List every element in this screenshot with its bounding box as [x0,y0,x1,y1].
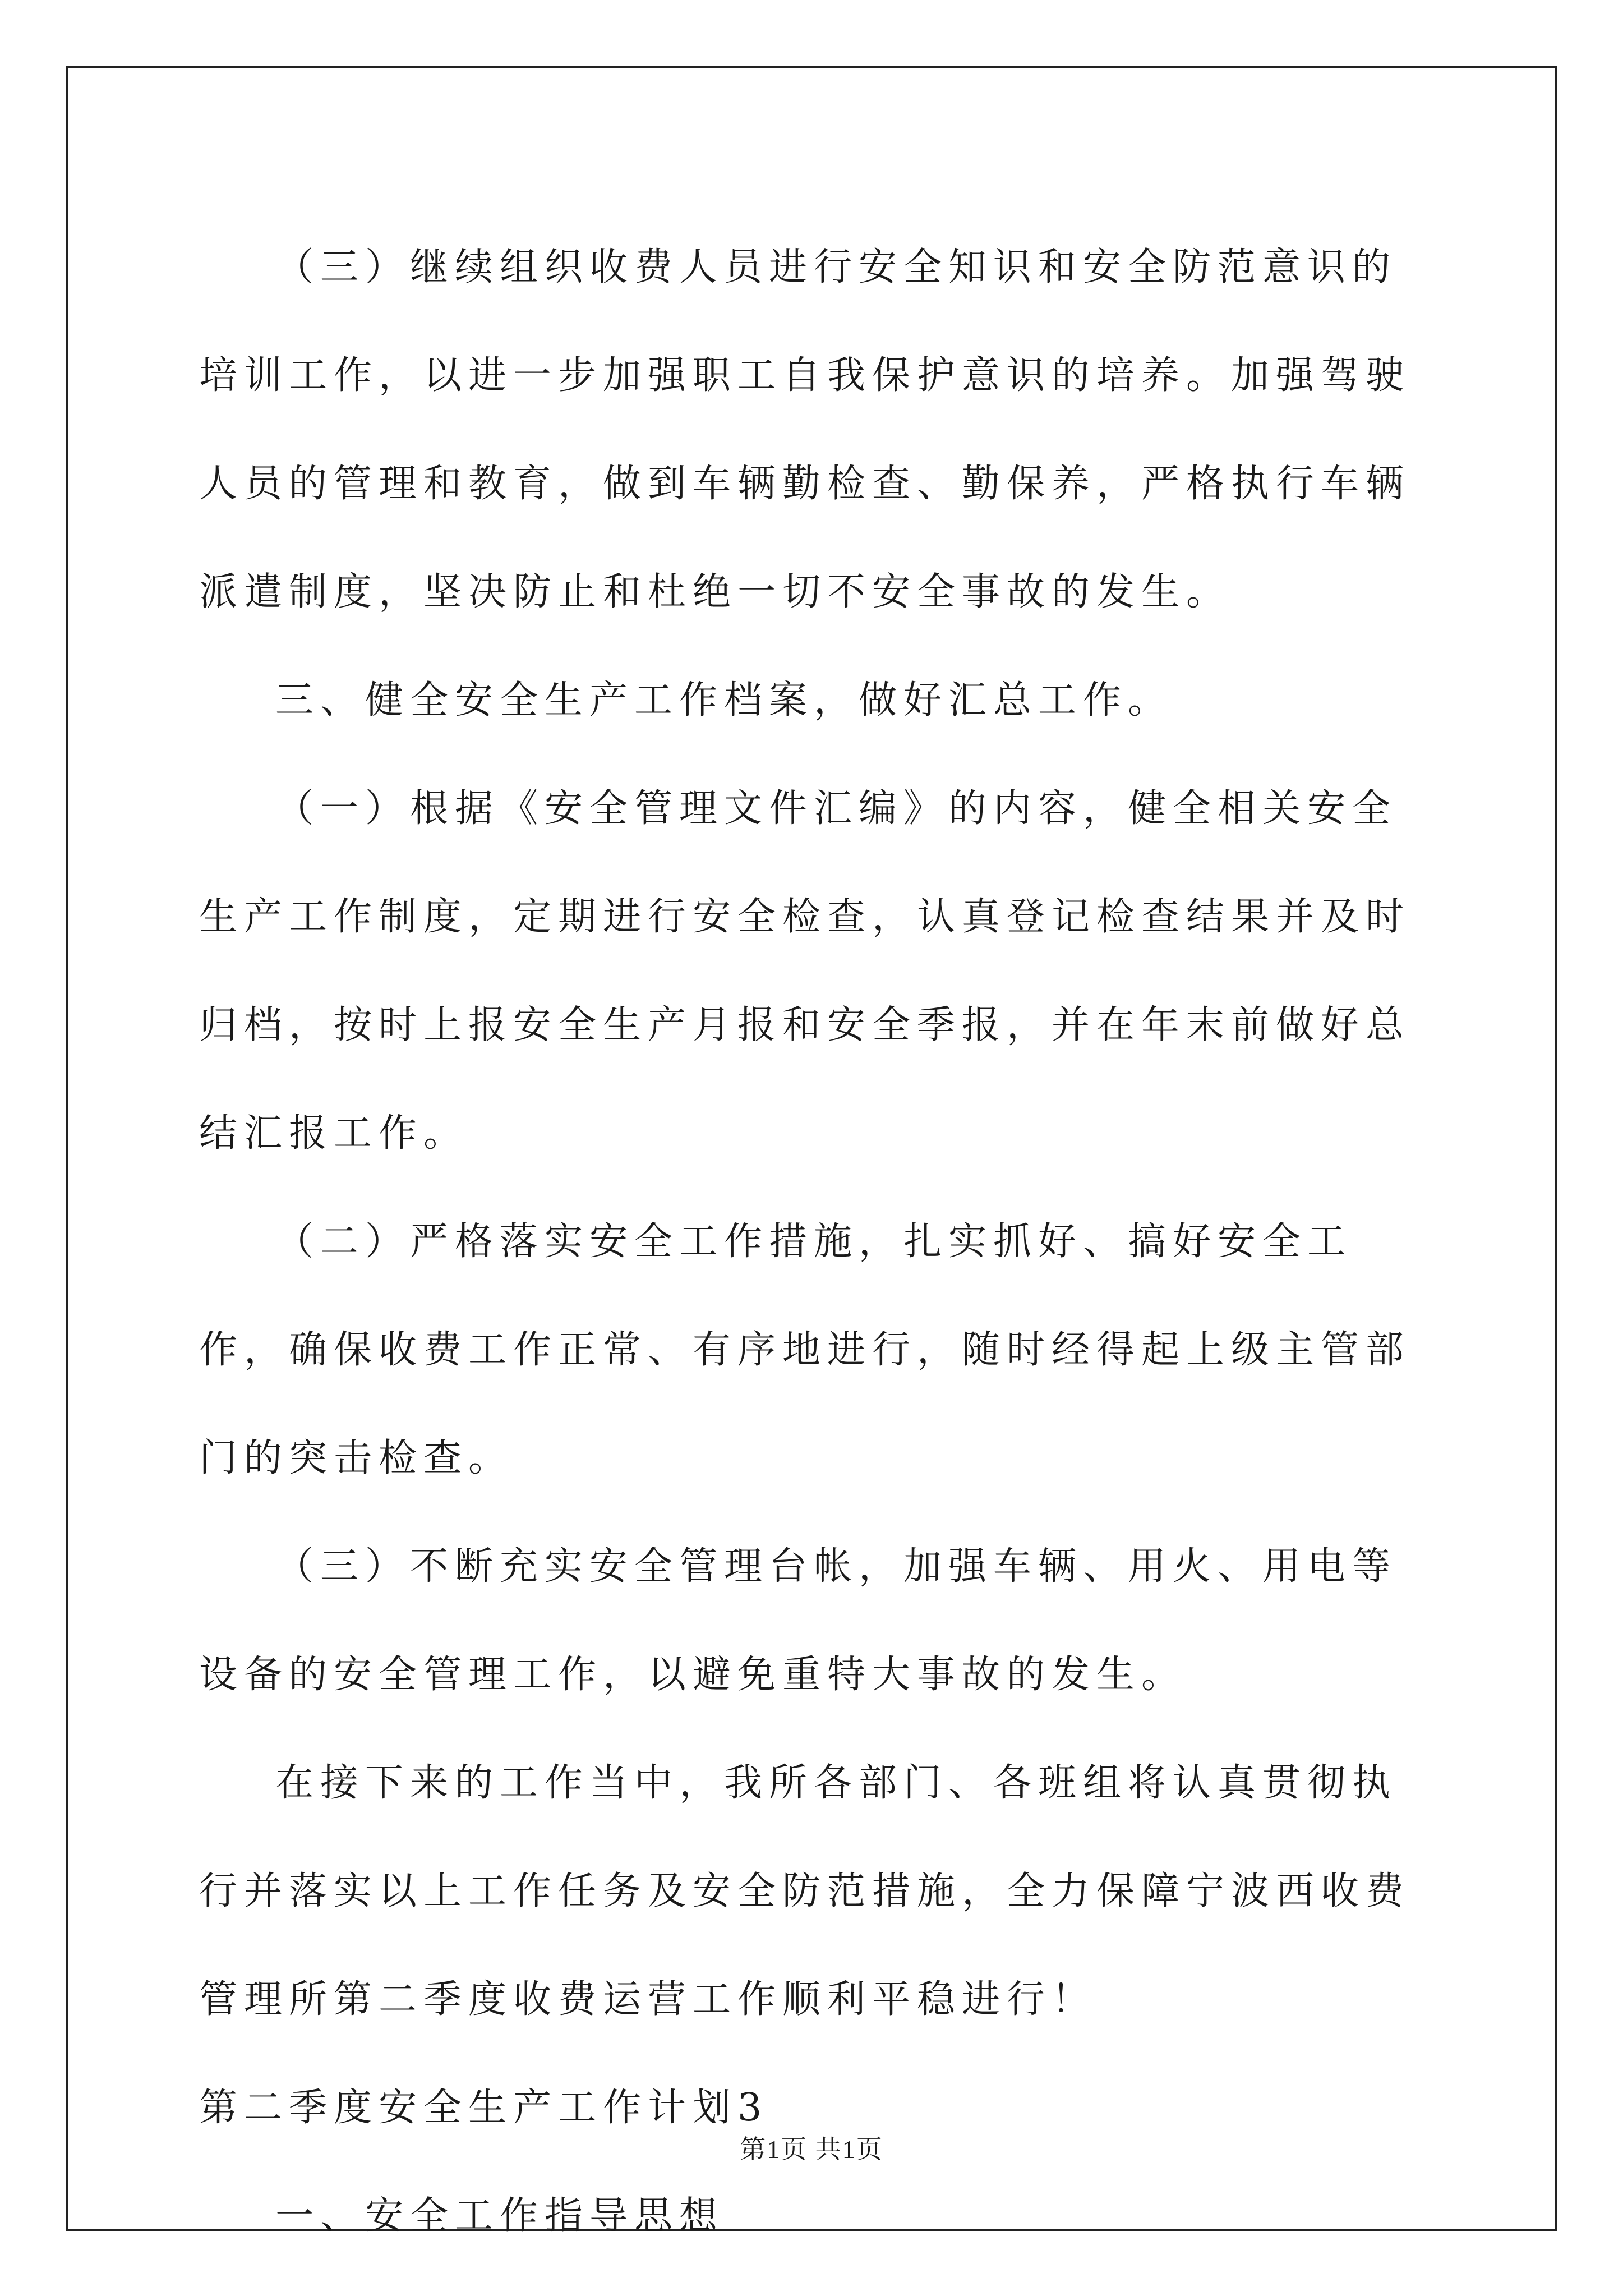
paragraph-4: （二）严格落实安全工作措施，扎实抓好、搞好安全工作，确保收费工作正常、有序地进行，随时经得起上级主管部门的突击检查。 [199,1220,1411,1480]
page-footer: 第1页 共1页 [740,2135,883,2164]
section-heading: 第二季度安全生产工作计划3 [199,2086,769,2130]
paragraph-2: 三、健全安全生产工作档案，做好汇总工作。 [275,678,1173,723]
paragraph-5: （三）不断充实安全管理台帐，加强车辆、用火、用电等设备的安全管理工作，以避免重特大事故的发生。 [199,1544,1398,1697]
paragraph-6: 在接下来的工作当中，我所各部门、各班组将认真贯彻执行并落实以上工作任务及安全防范措施，全力保障宁波西收费管理所第二季度收费运营工作顺利平稳进行！ [199,1761,1411,2022]
paragraph-7: 一、安全工作指导思想 [275,2194,725,2238]
paragraph-3: （一）根据《安全管理文件汇编》的内容，健全相关安全生产工作制度，定期进行安全检查，认真登记检查结果并及时归档，按时上报安全生产月报和安全季报，并在年末前做好总结汇报工作。 [199,786,1411,1156]
paragraph-1: （三）继续组织收费人员进行安全知识和安全防范意识的培训工作，以进一步加强职工自我保护意识的培养。加强驾驶人员的管理和教育，做到车辆勤检查、勤保养，严格执行车辆派遣制度，坚决防止和杜绝一切不安全事故的发生。 [199,245,1411,614]
document-body [199,213,1427,2270]
